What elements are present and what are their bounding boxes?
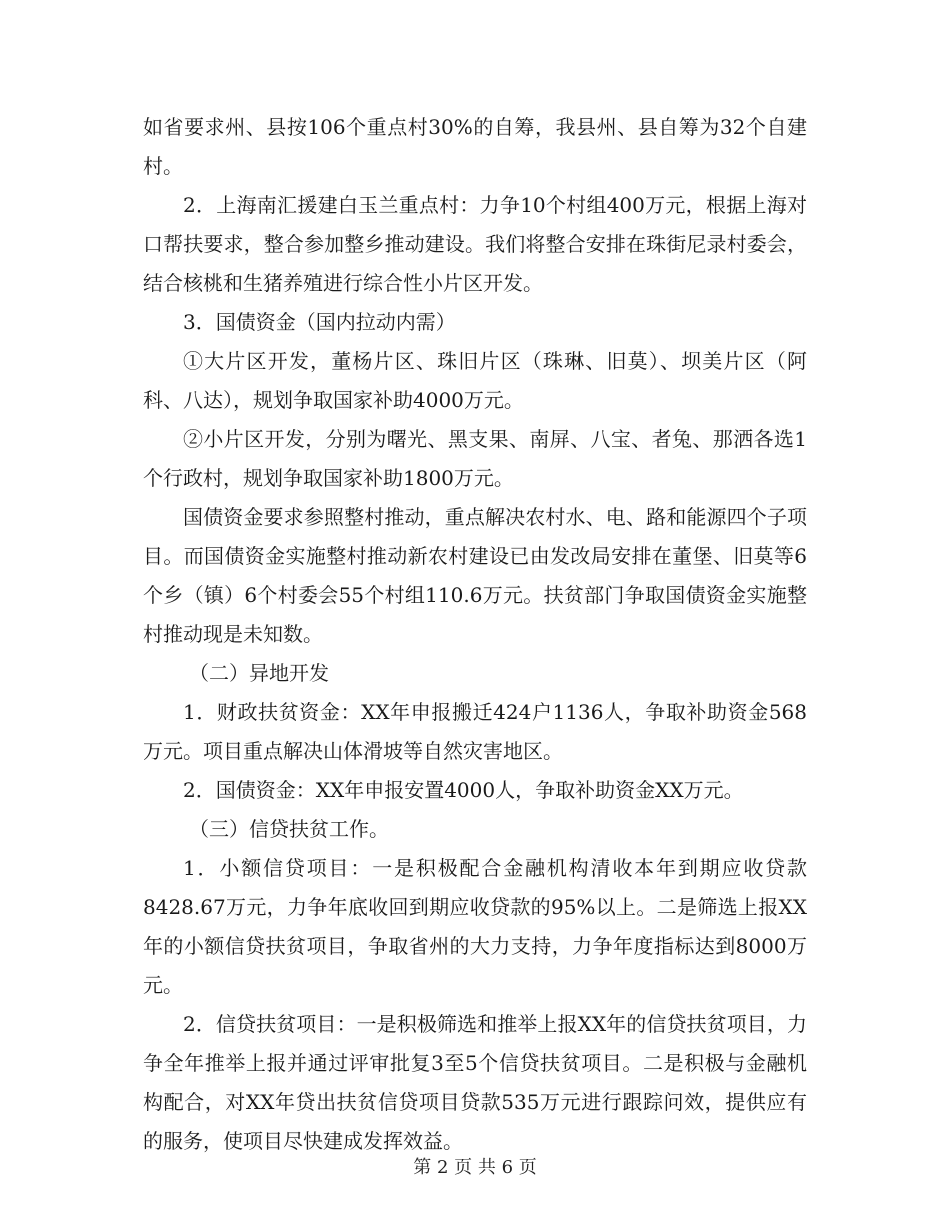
paragraph-small-area-development: ②小片区开发，分别为曙光、黑支果、南屏、八宝、者兔、那洒各选1个行政村，规划争取国家补助1800万元。 <box>143 427 807 490</box>
paragraph-large-area-development: ①大片区开发，董杨片区、珠旧片区（珠琳、旧莫）、坝美片区（阿科、八达），规划争取国家补助4000万元。 <box>143 349 807 412</box>
paragraph-continuation: 如省要求州、县按106个重点村30%的自筹，我县州、县自筹为32个自建村。 <box>143 115 807 178</box>
paragraph-fiscal-poverty-funds: 1．财政扶贫资金：XX年申报搬迁424户1136人，争取补助资金568万元。项目重点解决山体滑坡等自然灾害地区。 <box>143 700 807 763</box>
paragraph-microcredit: 1．小额信贷项目：一是积极配合金融机构清收本年到期应收贷款8428.67万元，力争年底收回到期应收贷款的95%以上。二是筛选上报XX年的小额信贷扶贫项目，争取省州的大力支持，力争年度指标达到8000万元。 <box>143 856 807 997</box>
paragraph-credit-projects: 2．信贷扶贫项目：一是积极筛选和推举上报XX年的信贷扶贫项目，力争全年推举上报并通过评审批复3至5个信贷扶贫项目。二是积极与金融机构配合，对XX年贷出扶贫信贷项目贷款535万元进行跟踪问效，提供应有的服务，使项目尽快建成发挥效益。 <box>143 1012 807 1153</box>
document-body <box>143 108 807 1161</box>
paragraph-shanghai-aid: 2．上海南汇援建白玉兰重点村：力争10个村组400万元，根据上海对口帮扶要求，整合参加整乡推动建设。我们将整合安排在珠街尼录村委会，结合核桃和生猪养殖进行综合性小片区开发。 <box>143 193 807 295</box>
paragraph-national-debt-heading: 3．国债资金（国内拉动内需） <box>183 310 456 334</box>
section-heading-relocation: （二）异地开发 <box>189 661 329 685</box>
page-number: 第 2 页 共 6 页 <box>413 1157 537 1178</box>
paragraph-national-debt-funds: 2．国债资金：XX年申报安置4000人，争取补助资金XX万元。 <box>183 778 744 802</box>
paragraph-national-debt-requirements: 国债资金要求参照整村推动，重点解决农村水、电、路和能源四个子项目。而国债资金实施整村推动新农村建设已由发改局安排在董堡、旧莫等6个乡（镇）6个村委会55个村组110.6万元。扶贫部门争取国债资金实施整村推动现是未知数。 <box>143 505 807 646</box>
section-heading-credit: （三）信贷扶贫工作。 <box>189 817 389 841</box>
